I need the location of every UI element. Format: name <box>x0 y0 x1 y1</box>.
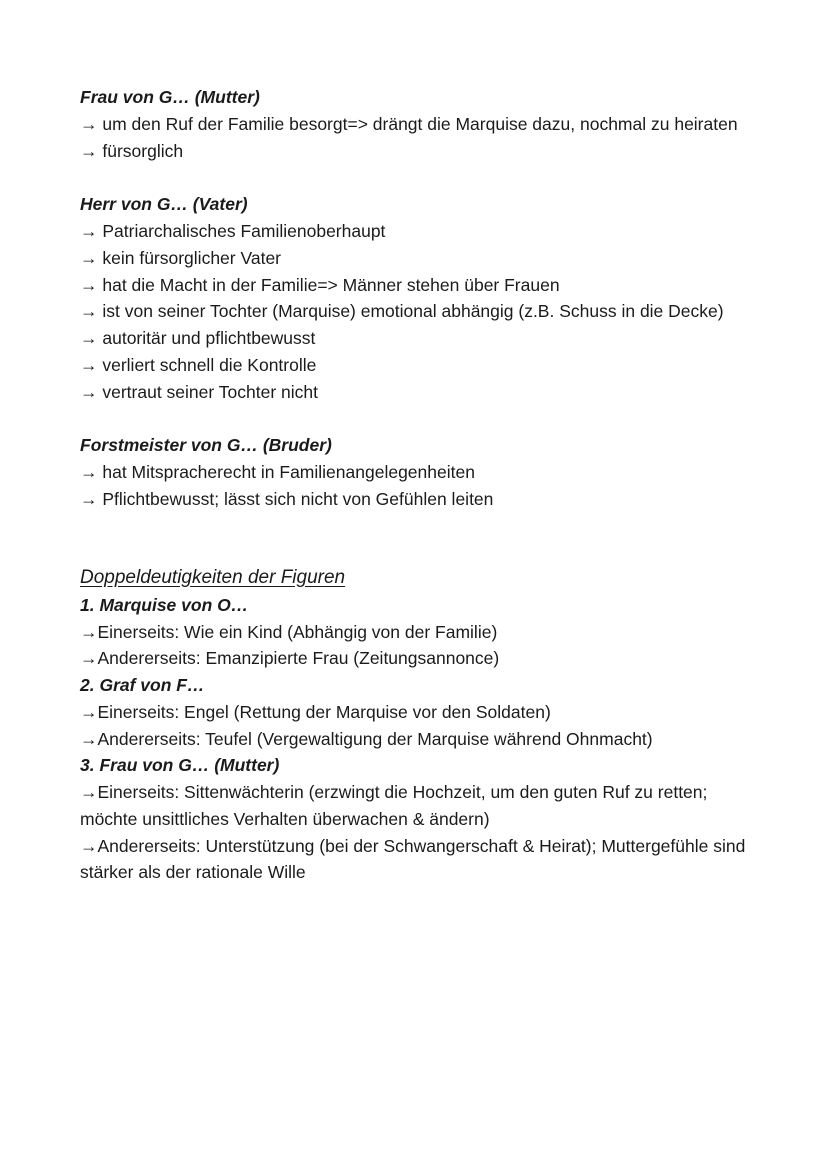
note-line: → kein fürsorglicher Vater <box>80 247 282 268</box>
note-line: → Pflichtbewusst; lässt sich nicht von Gefühlen leiten <box>80 488 494 509</box>
note-line: →Einerseits: Sittenwächterin (erzwingt die Hochzeit, um den guten Ruf zu retten; möchte unsittliches Verhalten überwachen & ändern) <box>80 782 708 829</box>
ambiguity-entry-marquise <box>80 592 750 672</box>
ambiguity-entry-title: 2. Graf von F… <box>80 675 205 696</box>
section-forstmeister-von-g <box>80 432 750 512</box>
note-line: → fürsorglich <box>80 140 184 161</box>
section-herr-von-g <box>80 191 750 405</box>
section-doppeldeutigkeiten <box>80 563 750 886</box>
note-line: → hat Mitspracherecht in Familienangelegenheiten <box>80 462 475 483</box>
note-line: →Andererseits: Emanzipierte Frau (Zeitungsannonce) <box>80 648 500 669</box>
note-line: → hat die Macht in der Familie=> Männer stehen über Frauen <box>80 274 560 295</box>
note-line: →Einerseits: Engel (Rettung der Marquise vor den Soldaten) <box>80 701 551 722</box>
note-line: →Andererseits: Unterstützung (bei der Schwangerschaft & Heirat); Muttergefühle sind stärker als der rationale Wille <box>80 835 746 883</box>
ambiguities-heading: Doppeldeutigkeiten der Figuren <box>80 566 346 588</box>
note-line: → verliert schnell die Kontrolle <box>80 354 317 375</box>
note-line: →Andererseits: Teufel (Vergewaltigung der Marquise während Ohnmacht) <box>80 728 653 749</box>
note-line: → um den Ruf der Familie besorgt=> drängt die Marquise dazu, nochmal zu heiraten <box>80 113 738 134</box>
ambiguity-entry-title: 1. Marquise von O… <box>80 594 249 615</box>
note-line: → autoritär und pflichtbewusst <box>80 328 316 349</box>
ambiguity-entry-title: 3. Frau von G… (Mutter) <box>80 755 280 776</box>
section-heading-herr-von-g: Herr von G… (Vater) <box>80 194 248 215</box>
note-line: →Einerseits: Wie ein Kind (Abhängig von der Familie) <box>80 621 498 642</box>
section-heading-frau-von-g: Frau von G… (Mutter) <box>80 87 260 107</box>
section-heading-forstmeister-von-g: Forstmeister von G… (Bruder) <box>80 435 332 456</box>
ambiguity-entry-frau <box>80 752 750 886</box>
note-line: → ist von seiner Tochter (Marquise) emotional abhängig (z.B. Schuss in die Decke) <box>80 301 724 322</box>
note-line: → Patriarchalisches Familienoberhaupt <box>80 221 386 242</box>
note-line: → vertraut seiner Tochter nicht <box>80 381 318 402</box>
section-frau-von-g <box>80 84 750 164</box>
ambiguity-entry-graf <box>80 672 750 752</box>
